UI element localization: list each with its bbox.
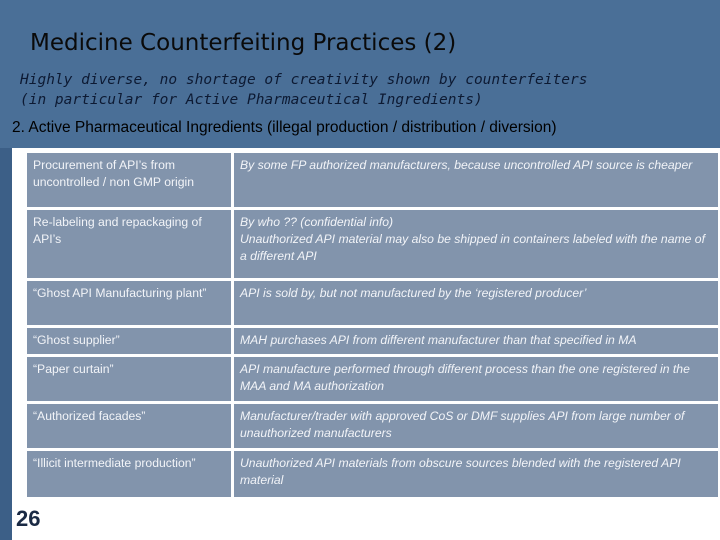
practice-cell: “Paper curtain” <box>27 357 234 401</box>
subtitle-line: Highly diverse, no shortage of creativity shown by counterfeiters <box>20 72 588 88</box>
description-cell <box>234 404 718 448</box>
description-line: Unauthorized API material may also be shipped in containers labeled with the name of a different API <box>240 232 705 263</box>
table-row <box>27 357 718 401</box>
description-line: Unauthorized API materials from obscure sources blended with the registered API material <box>240 456 681 487</box>
section-heading: 2. Active Pharmaceutical Ingredients (illegal production / distribution / diversion) <box>12 119 557 136</box>
practices-table <box>27 150 718 500</box>
description-line: MAH purchases API from different manufacturer than that specified in MA <box>240 333 637 347</box>
practice-cell: “Authorized facades” <box>27 404 234 448</box>
practice-cell: “Ghost API Manufacturing plant” <box>27 281 234 325</box>
description-cell <box>234 210 718 278</box>
slide-title: Medicine Counterfeiting Practices (2) <box>30 30 457 56</box>
practice-cell: “Illicit intermediate production” <box>27 451 234 497</box>
table-row <box>27 281 718 325</box>
table-row <box>27 210 718 278</box>
practice-cell: “Ghost supplier” <box>27 328 234 354</box>
table-row <box>27 451 718 497</box>
practice-cell: Re-labeling and repackaging of API’s <box>27 210 234 278</box>
page-number: 26 <box>16 506 41 531</box>
description-line: Manufacturer/trader with approved CoS or DMF supplies API from large number of unauthorized manufacturers <box>240 409 685 440</box>
left-accent-bar <box>0 148 12 540</box>
description-cell <box>234 357 718 401</box>
description-line: API is sold by, but not manufactured by the ‘registered producer’ <box>240 286 587 300</box>
table-row <box>27 328 718 354</box>
table-row <box>27 404 718 448</box>
description-line: API manufacture performed through different process than the one registered in the MAA and MA authorization <box>240 362 690 393</box>
slide-subtitle <box>20 70 700 110</box>
practice-cell: Procurement of API’s from uncontrolled / non GMP origin <box>27 153 234 207</box>
description-cell <box>234 281 718 325</box>
description-line: By who ?? (confidential info) <box>240 215 394 229</box>
description-cell <box>234 451 718 497</box>
description-cell <box>234 328 718 354</box>
table-row <box>27 153 718 207</box>
description-line: By some FP authorized manufacturers, because uncontrolled API source is cheaper <box>240 158 693 172</box>
subtitle-line: (in particular for Active Pharmaceutical Ingredients) <box>20 92 483 108</box>
description-cell <box>234 153 718 207</box>
